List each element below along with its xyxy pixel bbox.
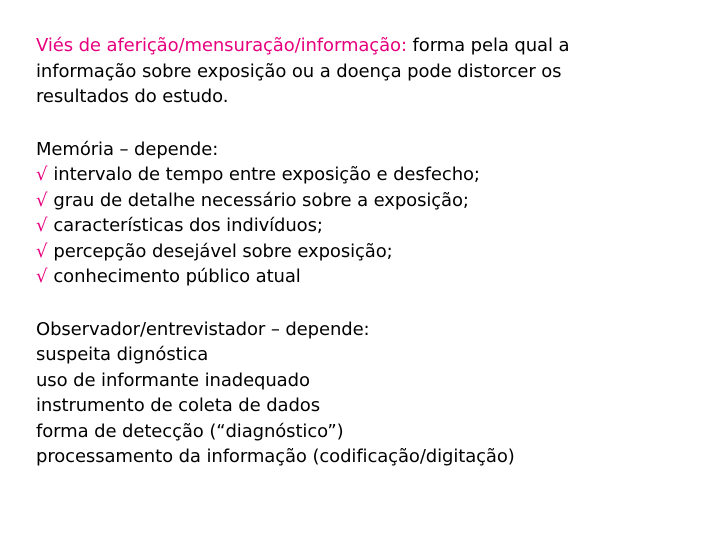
observer-item: suspeita dignóstica — [36, 344, 209, 365]
observer-item: forma de detecção (“diagnóstico”) — [36, 420, 344, 442]
check-icon: √ — [36, 215, 48, 236]
check-icon: √ — [36, 164, 48, 185]
check-icon: √ — [36, 189, 48, 211]
memory-item — [36, 213, 696, 239]
definition-line-3: resultados do estudo. — [36, 86, 229, 107]
definition-term: Viés de aferição/mensuração/informação: — [36, 35, 407, 56]
memory-section — [36, 137, 696, 290]
memory-item — [36, 239, 696, 265]
memory-item — [36, 264, 696, 290]
observer-section — [36, 317, 696, 470]
memory-item-text: conhecimento público atual — [53, 266, 301, 287]
observer-item: instrumento de coleta de dados — [36, 395, 320, 416]
definition-paragraph — [36, 33, 696, 110]
memory-item — [36, 188, 696, 214]
memory-item-text: grau de detalhe necessário sobre a exposição; — [53, 189, 469, 211]
observer-item: processamento da informação (codificação/digitação) — [36, 446, 515, 467]
memory-item-text: características dos indivíduos; — [53, 215, 323, 236]
check-icon: √ — [36, 266, 48, 287]
memory-item-text: intervalo de tempo entre exposição e desfecho; — [53, 164, 480, 185]
spacer — [36, 290, 696, 317]
observer-heading: Observador/entrevistador – depende: — [36, 318, 370, 340]
slide-content — [36, 33, 696, 470]
spacer — [36, 110, 696, 137]
memory-item-text: percepção desejável sobre exposição; — [53, 240, 393, 262]
memory-item — [36, 162, 696, 188]
memory-heading: Memória – depende: — [36, 138, 219, 160]
definition-line-1-text: forma pela qual a — [406, 35, 570, 56]
definition-line-2: informação sobre exposição ou a doença pode distorcer os — [36, 60, 562, 82]
definition-line-1 — [36, 33, 696, 59]
observer-item: uso de informante inadequado — [36, 369, 310, 391]
check-icon: √ — [36, 240, 48, 262]
